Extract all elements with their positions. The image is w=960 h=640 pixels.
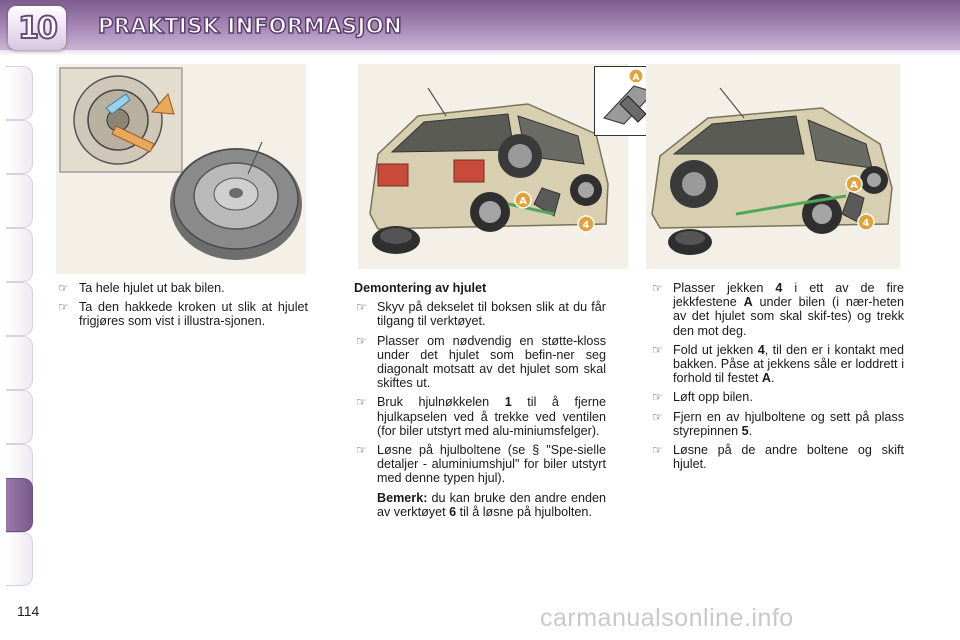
side-tab[interactable]	[6, 120, 33, 174]
section-heading: Demontering av hjulet	[354, 281, 487, 295]
pointing-finger-icon: ☞	[58, 300, 69, 315]
list-item: ☞ Ta hele hjulet ut bak bilen.	[58, 281, 225, 295]
column-2	[354, 281, 606, 519]
list-item: ☞ Løsne på hjulboltene (se § "Spe-sielle detaljer - aluminiumshjul" for biler utstyrt med denne typen hjul).	[356, 443, 606, 486]
callout-a: A	[850, 180, 858, 191]
spare-wheel-illustration	[56, 64, 306, 274]
car-jack-illustration-2	[646, 64, 900, 269]
chapter-badge	[8, 6, 66, 50]
column-3	[650, 281, 904, 476]
side-tab[interactable]	[6, 174, 33, 228]
callout-4: 4	[862, 218, 870, 229]
column-1	[56, 281, 308, 334]
pointing-finger-icon: ☞	[356, 443, 367, 458]
list-item: ☞ Løft opp bilen.	[652, 390, 753, 405]
list-item: ☞ Plasser jekken 4 i ett av de fire jekkfestene A under bilen (i nær-heten av det hjulet som skal skif-tes) og trekk den mot deg.	[652, 281, 904, 338]
callout-a: A	[632, 73, 640, 83]
pointing-finger-icon: ☞	[652, 443, 663, 458]
pointing-finger-icon: ☞	[356, 395, 367, 410]
callout-a: A	[519, 196, 527, 207]
pointing-finger-icon: ☞	[58, 281, 69, 295]
list-item: ☞ Løsne på de andre boltene og skift hjulet.	[652, 443, 904, 472]
pointing-finger-icon: ☞	[356, 333, 367, 348]
chapter-number: 10	[18, 10, 56, 46]
list-item: ☞ Ta den hakkede kroken ut slik at hjulet frigjøres som vist i illustra-sjonen.	[58, 300, 308, 329]
side-tab[interactable]	[6, 228, 33, 282]
side-tab[interactable]	[6, 282, 33, 336]
side-tab[interactable]	[6, 390, 33, 444]
list-item: ☞ Fjern en av hjulboltene og sett på plass styrepinnen 5.	[652, 409, 904, 438]
side-tab[interactable]	[6, 66, 33, 120]
side-tabs	[0, 66, 32, 576]
note: Bemerk: du kan bruke den andre enden av verktøyet 6 til å løsne på hjulbolten.	[377, 490, 606, 519]
page-number: 114	[17, 603, 40, 619]
callout-4: 4	[582, 220, 590, 231]
list-item: ☞ Bruk hjulnøkkelen 1 til å fjerne hjulkapselen ved å trekke ved ventilen (for biler utstyrt med alu-miniumsfelger).	[356, 395, 606, 438]
list-item: ☞ Skyv på dekselet til boksen slik at du får tilgang til verktøyet.	[356, 300, 606, 329]
side-tab[interactable]	[6, 336, 33, 390]
side-tab-active[interactable]	[6, 478, 33, 532]
list-item: ☞ Plasser om nødvendig en støtte-kloss under det hjulet som befin-ner seg diagonalt motsatt av det hjulet som skal skiftes ut.	[356, 333, 606, 391]
car-jack-illustration-1	[358, 64, 628, 269]
pointing-finger-icon: ☞	[652, 409, 663, 424]
pointing-finger-icon: ☞	[652, 342, 663, 357]
side-tab[interactable]	[6, 532, 33, 586]
pointing-finger-icon: ☞	[356, 300, 367, 315]
page-title: PRAKTISK INFORMASJON	[98, 14, 403, 38]
list-item: ☞ Fold ut jekken 4, til den er i kontakt med bakken. Påse at jekkens såle er loddrett i forhold til festet A.	[652, 342, 905, 386]
pointing-finger-icon: ☞	[652, 390, 663, 405]
watermark: carmanualsonline.info	[540, 604, 794, 632]
pointing-finger-icon: ☞	[652, 281, 663, 295]
